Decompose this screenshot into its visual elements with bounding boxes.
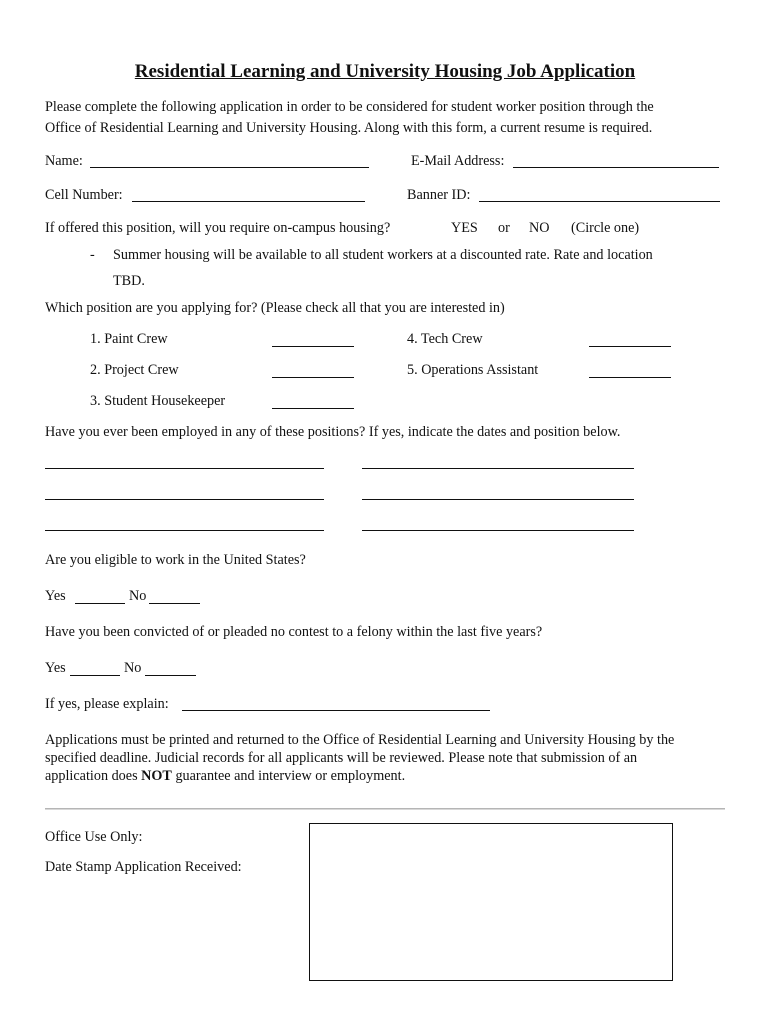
eligibility-no-label: No [129, 588, 147, 604]
housing-or-text: or [498, 220, 510, 236]
employment-question: Have you ever been employed in any of these positions? If yes, indicate the dates and position below. [45, 424, 621, 440]
intro-line-1: Please complete the following application in order to be considered for student worker position through the [45, 99, 654, 115]
housing-yes-option[interactable]: YES [451, 220, 478, 236]
closing-line-3 [45, 768, 405, 785]
section-divider [45, 808, 725, 810]
employment-dates-field-1[interactable] [45, 468, 324, 469]
eligibility-question: Are you eligible to work in the United States? [45, 552, 306, 568]
position-student-housekeeper: 3. Student Housekeeper [90, 393, 226, 409]
page-title: Residential Learning and University Housing Job Application [134, 61, 636, 82]
felony-no-label: No [124, 660, 142, 676]
eligibility-yes-label: Yes [45, 588, 66, 604]
employment-dates-field-2[interactable] [45, 499, 324, 500]
felony-explain-field[interactable] [182, 710, 490, 711]
name-label: Name: [45, 153, 83, 169]
eligibility-no-field[interactable] [149, 603, 200, 604]
housing-note-dash: - [90, 247, 95, 263]
eligibility-yes-field[interactable] [75, 603, 125, 604]
operations-assistant-check-field[interactable] [589, 377, 671, 378]
email-field[interactable] [513, 167, 719, 168]
tech-crew-check-field[interactable] [589, 346, 671, 347]
position-question: Which position are you applying for? (Please check all that you are interested in) [45, 300, 505, 316]
housing-question: If offered this position, will you require on-campus housing? [45, 220, 391, 236]
employment-dates-field-3[interactable] [45, 530, 324, 531]
employment-position-field-3[interactable] [362, 530, 634, 531]
student-housekeeper-check-field[interactable] [272, 408, 354, 409]
housing-note-line-1: Summer housing will be available to all student workers at a discounted rate. Rate and location [113, 247, 653, 263]
housing-circle-note: (Circle one) [571, 220, 640, 236]
project-crew-check-field[interactable] [272, 377, 354, 378]
felony-question: Have you been convicted of or pleaded no contest to a felony within the last five years? [45, 624, 543, 640]
cell-label: Cell Number: [45, 187, 123, 203]
closing-line-1: Applications must be printed and returned to the Office of Residential Learning and University Housing by the [45, 732, 675, 748]
closing-line-3-end: guarantee and interview or employment. [171, 768, 406, 784]
cell-field[interactable] [132, 201, 365, 202]
date-stamp-label: Date Stamp Application Received: [45, 859, 242, 875]
felony-explain-label: If yes, please explain: [45, 696, 169, 712]
employment-position-field-1[interactable] [362, 468, 634, 469]
date-stamp-box [309, 823, 673, 981]
office-use-label: Office Use Only: [45, 829, 143, 845]
paint-crew-check-field[interactable] [272, 346, 354, 347]
felony-yes-field[interactable] [70, 675, 120, 676]
intro-line-2: Office of Residential Learning and University Housing. Along with this form, a current resume is required. [45, 120, 653, 136]
name-field[interactable] [90, 167, 369, 168]
housing-no-option[interactable]: NO [529, 220, 550, 236]
position-project-crew: 2. Project Crew [90, 362, 179, 378]
felony-no-field[interactable] [145, 675, 196, 676]
banner-label: Banner ID: [407, 187, 471, 203]
felony-yes-label: Yes [45, 660, 66, 676]
employment-position-field-2[interactable] [362, 499, 634, 500]
email-label: E-Mail Address: [411, 153, 505, 169]
closing-line-3-start: application does [45, 768, 142, 784]
position-operations-assistant: 5. Operations Assistant [407, 362, 539, 378]
banner-id-field[interactable] [479, 201, 720, 202]
position-paint-crew: 1. Paint Crew [90, 331, 168, 347]
position-tech-crew: 4. Tech Crew [407, 331, 483, 347]
housing-note-line-2: TBD. [113, 273, 145, 289]
closing-line-2: specified deadline. Judicial records for all applicants will be reviewed. Please note that submission of an [45, 750, 638, 766]
closing-not-emphasis: NOT [141, 768, 172, 784]
